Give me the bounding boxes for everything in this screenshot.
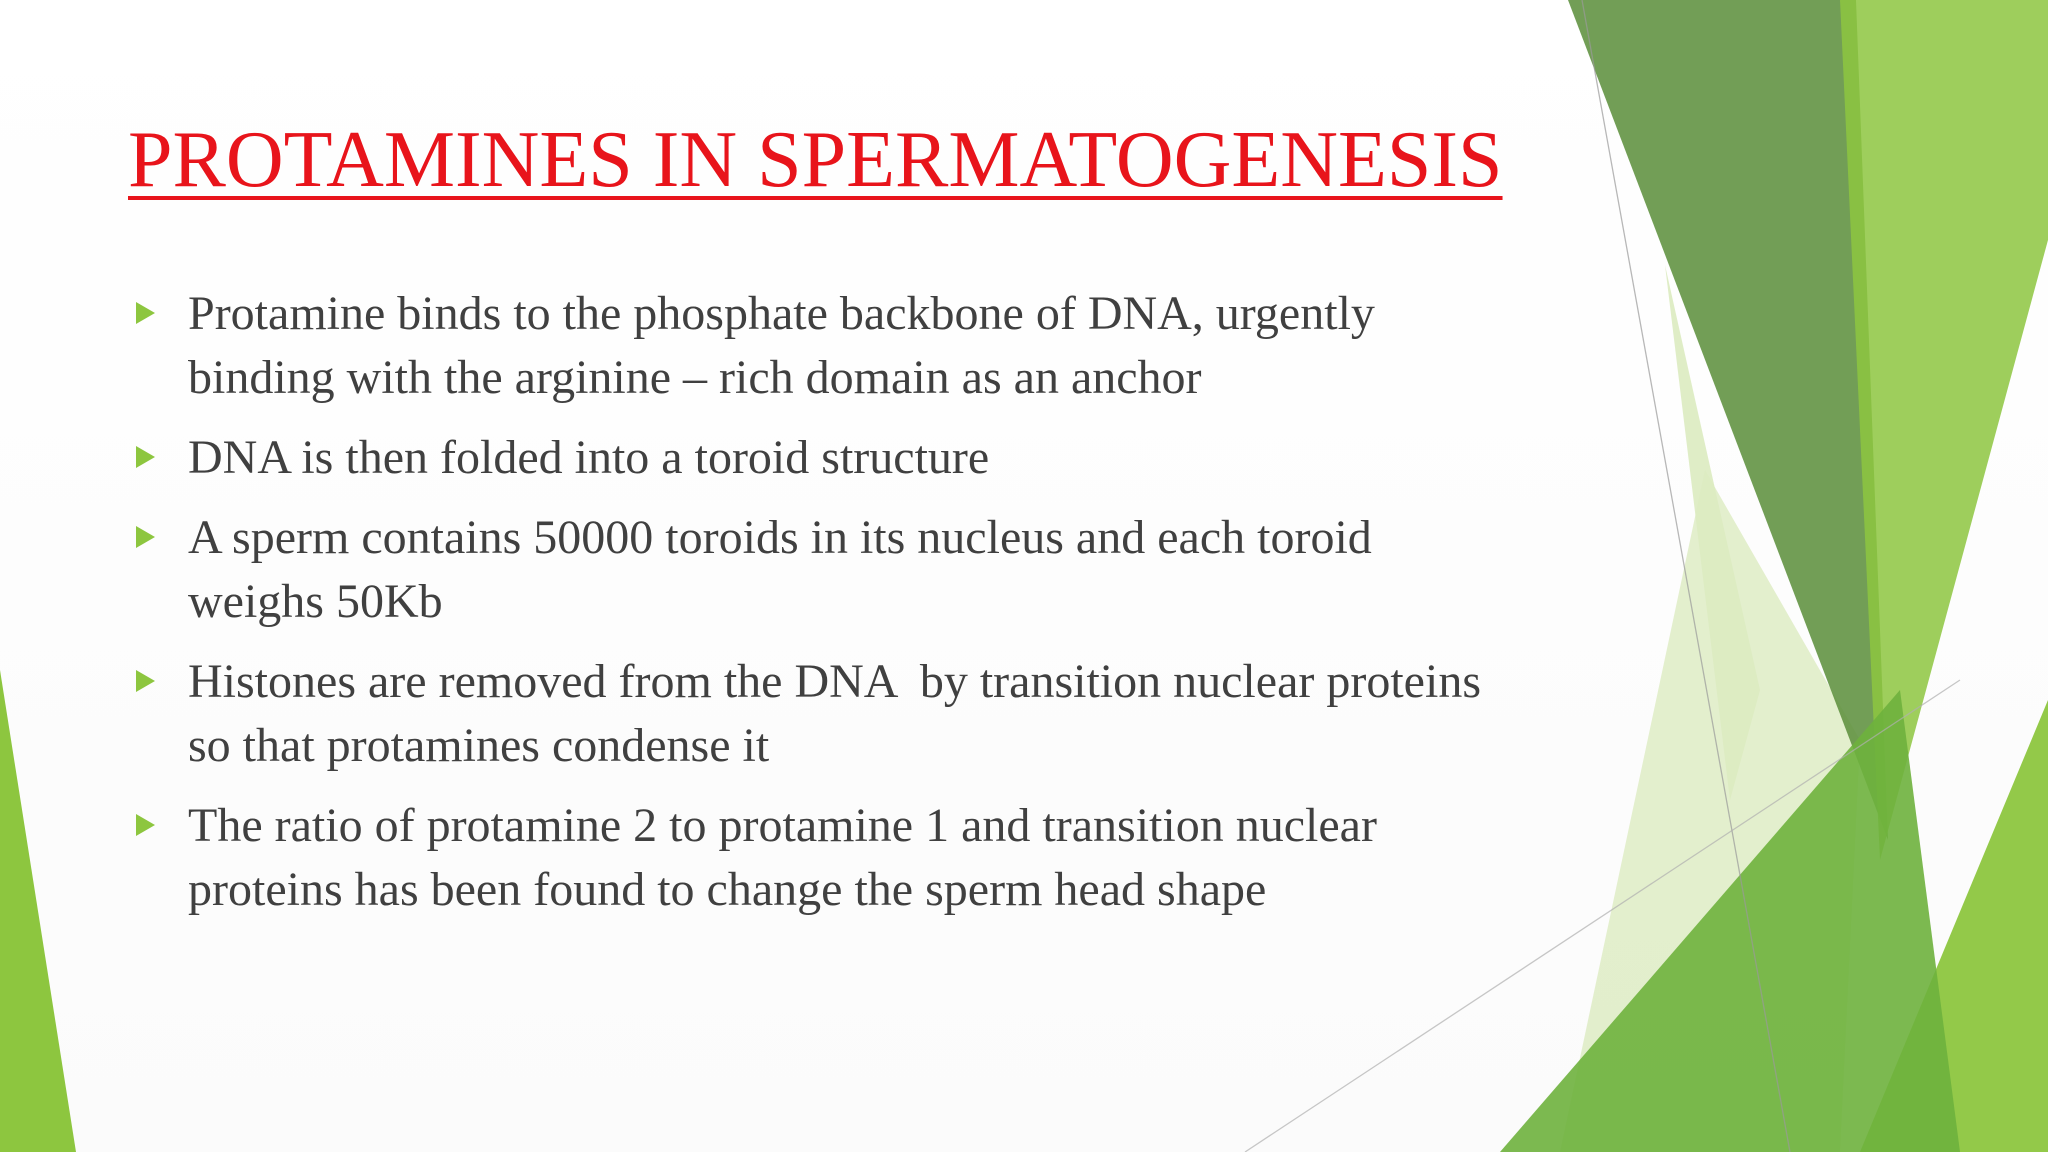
bullet-item-1	[132, 282, 1492, 410]
bullet-item-3	[132, 506, 1492, 634]
bullet-text: The ratio of protamine 2 to protamine 1 and transition nuclear proteins has been found to change the sperm head shape	[188, 799, 1377, 916]
bullet-text: Protamine binds to the phosphate backbone of DNA, urgently binding with the arginine – rich domain as an anchor	[188, 287, 1375, 404]
left-edge-shape	[0, 670, 76, 1152]
bullet-text: Histones are removed from the DNA by transition nuclear proteins so that protamines condense it	[188, 655, 1493, 772]
triangle-bullet-icon	[136, 446, 155, 468]
triangle-bullet-icon	[136, 302, 155, 324]
slide-title: PROTAMINES IN SPERMATOGENESIS	[128, 116, 1503, 204]
triangle-bullet-icon	[136, 526, 155, 548]
bullet-text: DNA is then folded into a toroid structure	[188, 431, 990, 484]
bullet-text: A sperm contains 50000 toroids in its nucleus and each toroid weighs 50Kb	[188, 511, 1372, 628]
bullet-list	[132, 282, 1492, 938]
bullet-item-2	[132, 426, 1492, 490]
triangle-bullet-icon	[136, 814, 155, 836]
triangle-bullet-icon	[136, 670, 155, 692]
bullet-item-4	[132, 650, 1492, 778]
bullet-item-5	[132, 794, 1492, 922]
